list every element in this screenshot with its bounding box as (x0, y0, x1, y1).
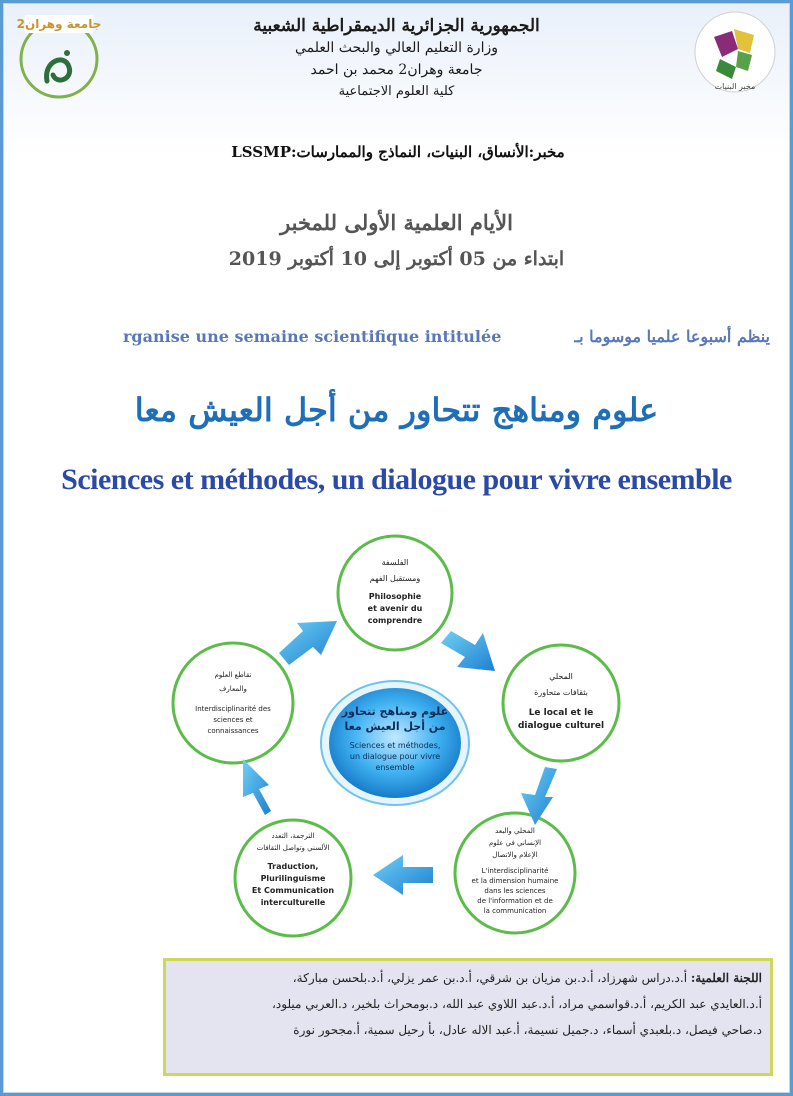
main-title-french: Sciences et méthodes, un dialogue pour vivre ensemble (61, 463, 732, 496)
node-info-fr5: la communication (483, 907, 547, 915)
node-local-ar1: المحلي (549, 672, 573, 681)
cycle-diagram (133, 533, 663, 938)
organise-ar: ينظم أسبوعا علميا موسوما بـ (574, 327, 770, 346)
university-name: جامعة وهران2 محمد بن احمد (310, 62, 483, 78)
committee-members-3: د.صاحي فيصل، د.بلعبدي أسماء، د.جميل نسيمة، أ.عبد الاله عادل، بأ رحيل سمية، أ.مجحور نورة (293, 1023, 762, 1037)
organise-line (123, 325, 770, 355)
node-translation-fr1: Traduction, (267, 862, 319, 871)
node-sciences-fr1: Interdisciplinarité des (195, 705, 271, 713)
node-info-fr3: dans les sciences (484, 887, 546, 895)
node-info-fr2: et la dimension humaine (471, 877, 559, 885)
arrow-icon (243, 759, 271, 815)
organise-fr: rganise une semaine scientifique intitulée (123, 327, 502, 346)
node-philosophy-fr2: et avenir du (367, 604, 423, 613)
node-local-dialogue (503, 645, 619, 761)
laboratory-name: مخبر:الأنساق، البنيات، النماذج والممارسات:LSSMP (231, 143, 565, 161)
node-philosophy (338, 536, 452, 650)
node-translation-fr3: Et Communication (251, 886, 335, 895)
node-interdisciplinarity-information (455, 813, 575, 933)
laboratory-logo-text: مخبر البنيات (714, 82, 756, 91)
node-sciences-fr2: sciences et (213, 716, 253, 724)
node-info-ar3: الإعلام والاتصال (492, 851, 538, 859)
center-fr-line3: ensemble (375, 763, 415, 772)
node-info-ar2: الإنساني في علوم (488, 839, 542, 847)
node-translation-fr2: Plurilinguisme (260, 874, 326, 883)
node-local-fr2: dialogue culturel (517, 721, 605, 731)
node-sciences-fr3: connaissances (207, 727, 259, 735)
node-philosophy-fr3: comprendre (367, 616, 423, 625)
node-info-ar1: المحلي والبعد (495, 827, 535, 835)
node-local-ar2: بثقافات متحاورة (534, 688, 588, 697)
node-translation-ar1: الترجمة، التعدد (271, 832, 315, 840)
center-ar-line1: علوم ومناهج تتحاور (341, 705, 449, 718)
university-logo (17, 11, 101, 103)
committee-members-2: أ.د.العايدي عبد الكريم، أ.د.قواسمي مراد، أ.د.عبد اللاوي عبد الله، د.بومحراث بلخير، د.العربي ميلود، (272, 997, 762, 1011)
arrow-icon (441, 631, 495, 671)
committee-label: اللجنة العلمية: (690, 971, 762, 985)
committee-members-1: أ.د.دراس شهرزاد، أ.د.بن مزيان بن شرقي، أ.د.بن عمر يزلي، أ.د.بلحسن مباركة، (292, 971, 688, 985)
node-translation-ar2: الألسني وتواصل الثقافات (256, 844, 330, 852)
institution-header (163, 15, 630, 103)
committee-line1 (174, 965, 762, 991)
node-philosophy-ar1: الفلسفة (381, 558, 409, 567)
node-philosophy-ar2: ومستقبل الفهم (369, 574, 421, 583)
node-sciences-ar2: والمعارف (219, 685, 247, 693)
event-title: الأيام العلمية الأولى للمخبر (280, 210, 513, 235)
node-interdisciplinarity-sciences (173, 643, 293, 763)
node-info-fr4: de l'information et de (477, 897, 553, 905)
laboratory-logo (692, 9, 778, 95)
event-dates: ابتداء من 05 أكتوبر إلى 10 أكتوبر 2019 (228, 248, 565, 270)
main-title-arabic: علوم ومناهج تتحاور من أجل العيش معا (134, 391, 659, 429)
faculty-name: كلية العلوم الاجتماعية (338, 84, 455, 99)
node-philosophy-fr1: Philosophie (368, 592, 422, 601)
scientific-committee (163, 958, 773, 1076)
center-node (321, 681, 469, 805)
center-fr-line2: un dialogue pour vivre (349, 752, 441, 761)
event-days (3, 208, 790, 274)
center-fr-line1: Sciences et méthodes, (349, 741, 441, 750)
arrow-icon (279, 621, 337, 665)
node-translation (235, 820, 351, 936)
arrow-icon (373, 855, 433, 895)
node-local-fr1: Le local et le (528, 708, 594, 718)
ministry-name: وزارة التعليم العالي والبحث العلمي (295, 40, 498, 56)
node-translation-fr4: interculturelle (260, 898, 326, 907)
node-sciences-ar1: تقاطع العلوم (214, 671, 252, 679)
node-info-fr1: L'interdisciplinarité (481, 867, 549, 875)
university-logo-text: جامعة وهران2 (17, 17, 101, 31)
republic-name: الجمهورية الجزائرية الديمقراطية الشعبية (253, 16, 540, 36)
center-ar-line2: من أجل العيش معا (344, 720, 446, 733)
